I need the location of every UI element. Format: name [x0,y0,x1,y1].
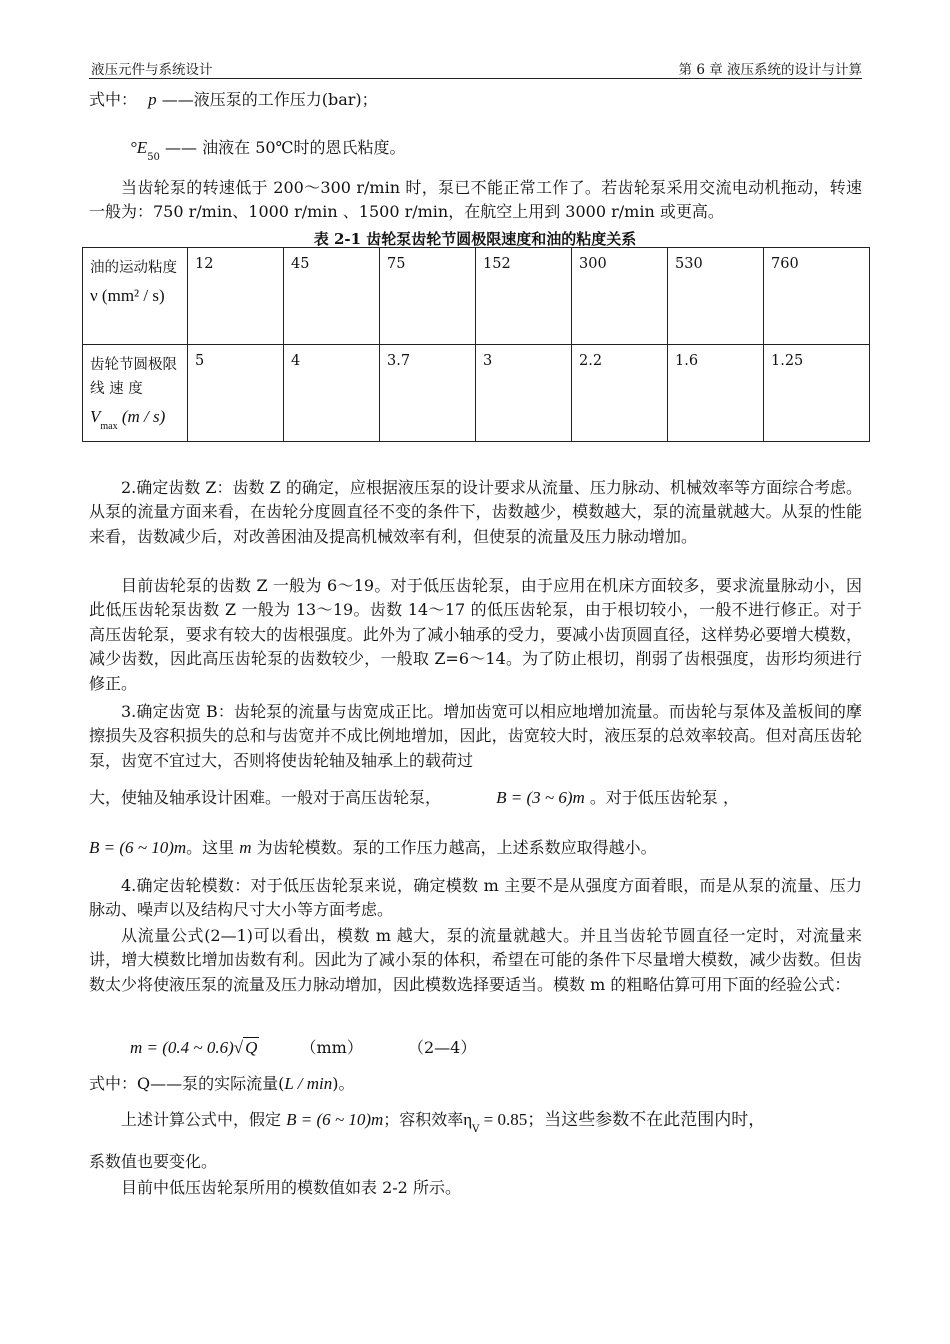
row-label-viscosity: 油的运动粘度 ν (mm² / s) [83,248,188,345]
paragraph-tooth-width: 3.确定齿宽 B：齿轮泵的流量与齿宽成正比。增加齿宽可以相应地增加流量。而齿轮与泵体及盖板间的摩擦损失及容积损失的总和与齿宽并不成比例地增加，因此，齿宽较大时，液压泵的总效率较高。但对高压齿轮泵，齿宽不宜过大，否则将使齿轮轴及轴承上的载荷过 [89,702,862,770]
table-cell: 5 [188,345,284,442]
formula-2-4: m = (0.4 ~ 0.6)√ Q （mm） （2—4） [130,1038,477,1057]
table-caption: 表 2-1 齿轮泵齿轮节圆极限速度和油的粘度关系 [313,230,637,248]
paragraph-flow-formula: 从流量公式(2—1)可以看出，模数 m 越大，泵的流量就越大。并且当齿轮节圆直径一定时，对流量来讲，增大模数比增加齿数有利。因此为了减小泵的体积，希望在可能的条件下尽量增大模数，减少齿数。但齿数太少将使液压泵的流量及压力脉动增加，因此模数选择要适当。模数 m 的粗略估算可用下面的经验公式： [89,926,862,994]
paragraph-speed: 当齿轮泵的转速低于 200～300 r/min 时，泵已不能正常工作了。若齿轮泵采用交流电动机拖动，转速一般为：750 r/min、1000 r/min 、1500 r/min，在航空上用到 3000 r/min 或更高。 [89,178,862,222]
definition-q: 式中：Q——泵的实际流量(L / min)。 [89,1074,355,1093]
assumption-line: 上述计算公式中，假定 B = (6 ~ 10)m；容积效率$\eta_V = 0.85$；当这些参数不在此范围内时， [121,1110,766,1135]
symbol-engler: °E [130,138,148,157]
paragraph-module: 4.确定齿轮模数：对于低压齿轮泵来说，确定模数 m 主要不是从强度方面着眼，而是从泵的流量、压力脉动、噪声以及结构尺寸大小等方面考虑。 [89,876,862,920]
table-2-2-reference: 目前中低压齿轮泵所用的模数值如表 2-2 所示。 [121,1178,461,1197]
viscosity-speed-table [82,247,870,442]
table-cell: 3.7 [380,345,476,442]
header-book-title: 液压元件与系统设计 [91,62,213,78]
paragraph-teeth-number: 2.确定齿数 Z：齿数 Z 的确定，应根据液压泵的设计要求从流量、压力脉动、机械效率等方面综合考虑。从泵的流量方面来看，在齿轮分度圆直径不变的条件下，齿数越少，模数越大，泵的流量就越大。从泵的性能来看，齿数减少后，对改善困油及提高机械效率有利，但使泵的流量及压力脉动增加。 [89,478,862,546]
table-cell: 1.6 [668,345,764,442]
table-cell: 45 [284,248,380,345]
table-row [83,345,870,442]
header-chapter-title: 第 6 章 液压系统的设计与计算 [678,62,862,78]
row-label-speed: 齿轮节圆极限 线 速 度 $V_{max}$ (m / s) [83,345,188,442]
formula-high-pressure: B = (3 ~ 6)m [496,788,585,807]
table-cell: 2.2 [572,345,668,442]
table-cell: 760 [764,248,870,345]
table-cell: 1.25 [764,345,870,442]
assumption-line-2: 系数值也要变化。 [89,1152,218,1171]
table-cell: 75 [380,248,476,345]
definition-engler: $^\circ E_{50}$ —— 油液在 50℃时的恩氏粘度。 [130,138,406,163]
page-header [89,56,862,79]
paragraph-teeth-range: 目前齿轮泵的齿数 Z 一般为 6～19。对于低压齿轮泵，由于应用在机床方面较多，要求流量脉动小，因此低压齿轮泵齿数 Z 一般为 13～19。齿数 14～17 的低压齿轮泵，由于根切较小，一般不进行修正。对于高压齿轮泵，要求有较大的齿根强度。此外为了减小轴承的受力，要减小齿顶圆直径，这样势必要增大模数，减少齿数，因此高压齿轮泵的齿数较少，一般取 Z=6～14。为了防止根切，削弱了齿根强度，齿形均须进行修正。 [89,576,862,693]
table-row [83,248,870,345]
tooth-width-line-5: B = (6 ~ 10)m。这里 m 为齿轮模数。泵的工作压力越高，上述系数应取得越小。 [89,838,657,857]
table-cell: 12 [188,248,284,345]
table-cell: 152 [476,248,572,345]
tooth-width-line-4: 大，使轴及轴承设计困难。一般对于高压齿轮泵， B = (3 ~ 6)m 。对于低压齿轮泵 ， [89,788,739,807]
table-cell: 4 [284,345,380,442]
table-cell: 300 [572,248,668,345]
table-cell: 3 [476,345,572,442]
definition-p: 式中： p ——液压泵的工作压力(bar)； [89,90,378,109]
table-cell: 530 [668,248,764,345]
formula-low-pressure: B = (6 ~ 10)m [89,838,187,857]
symbol-p: p [148,90,157,109]
